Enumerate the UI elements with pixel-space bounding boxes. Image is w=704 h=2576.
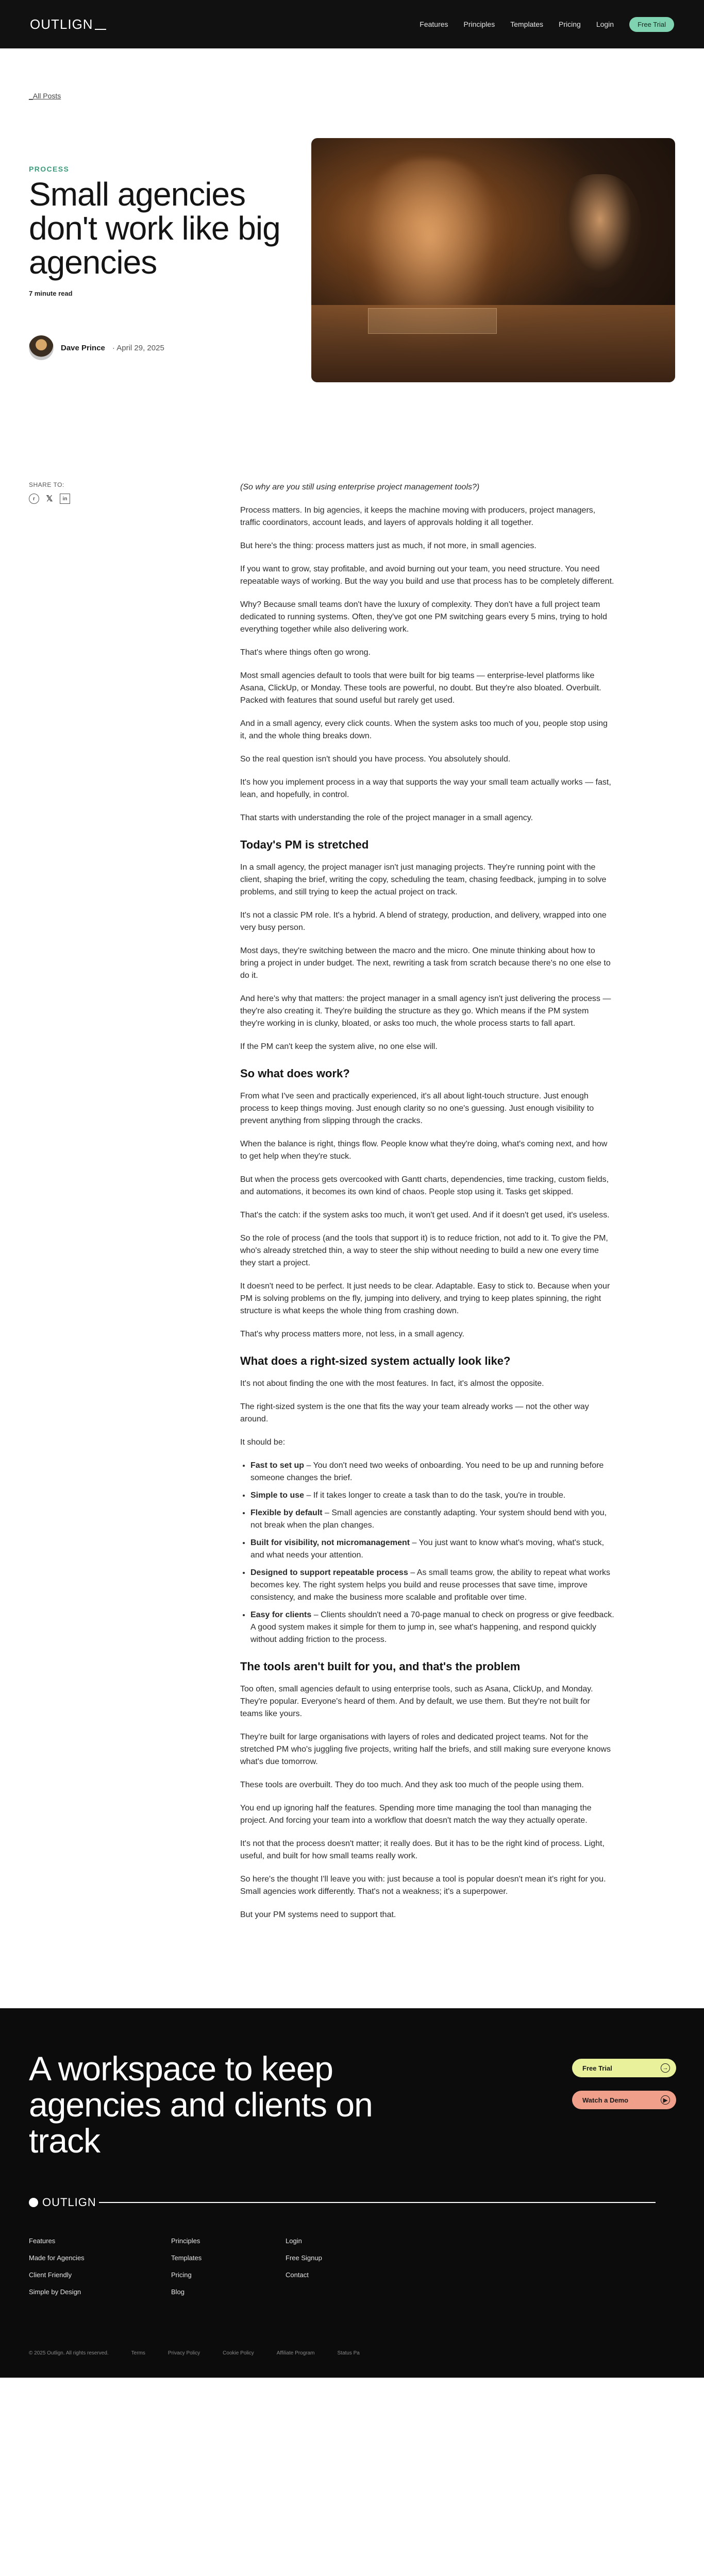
footer-link[interactable]: Free Signup [286, 2254, 322, 2262]
legal-link-terms[interactable]: Terms [131, 2350, 145, 2356]
paragraph: Most small agencies default to tools that were built for big teams — enterprise-level platforms like Asana, ClickUp, or Monday. These tools are powerful, no doubt. But they're also bloated. Overbuilt. Packed with features that sound useful but rarely get used. [240, 671, 601, 705]
paragraph: If you want to grow, stay profitable, and avoid burning out your team, you need structure. You need repeatable ways of working. But the way you build and use that process has to be completely different. [240, 565, 614, 586]
avatar [29, 335, 54, 360]
legal-link-status[interactable]: Status Pa [337, 2350, 360, 2356]
list-item: • Flexible by default – Small agencies are constantly adapting. Your system should bend with you, not break when the plan changes. [250, 1507, 614, 1532]
paragraph: And here's why that matters: the project manager in a small agency isn't just delivering the process — they're also creating it. They're building the structure as they go. Which means if the PM system they're working in is clunky, bloated, or asks too much, the whole process starts to fall apart. [240, 994, 611, 1028]
paragraph: That's where things often go wrong. [240, 648, 371, 657]
footer-cta-title: A workspace to keep agencies and clients on track [29, 2049, 373, 2160]
section-heading: What does a right-sized system actually look like? [240, 1354, 511, 1367]
nav-link-login[interactable]: Login [596, 20, 614, 28]
post-header [0, 138, 704, 382]
paragraph: It should be: [240, 1438, 286, 1447]
footer-link[interactable]: Templates [171, 2254, 202, 2262]
paragraph: But when the process gets overcooked with Gantt charts, dependencies, time tracking, custom fields, and automations, it becomes its own kind of chaos. People stop using it. Tasks get skipped. [240, 1175, 609, 1196]
paragraph: Most days, they're switching between the macro and the micro. One minute thinking about how to bring a project in under budget. The next, rewriting a task from scratch because there's no one else to do it. [240, 946, 611, 980]
list-item: • Fast to set up – You don't need two weeks of onboarding. You need to be up and running before someone changes the brief. [250, 1460, 614, 1484]
paragraph: But here's the thing: process matters just as much, if not more, in small agencies. [240, 541, 537, 550]
read-time: 7 minute read [29, 290, 73, 297]
paragraph: That's the catch: if the system asks too much, it won't get used. And if it doesn't get used, it's useless. [240, 1211, 610, 1219]
footer-logo[interactable]: OUTLIGN [29, 2196, 96, 2209]
paragraph: They're built for large organisations with layers of roles and dedicated project teams. Not for the stretched PM who's juggling five projects, writing half the briefs, and still making sure everyone knows what's due tomorrow. [240, 1733, 611, 1766]
paragraph: It's not that the process doesn't matter; it really does. But it has to be the right kind of process. Light, useful, and built for how small teams really work. [240, 1839, 605, 1860]
paragraph: That starts with understanding the role of the project manager in a small agency. [240, 814, 533, 822]
paragraph: So here's the thought I'll leave you with: just because a tool is popular doesn't mean it's right for you. Small agencies work differently. That's not a weakness; it's a superpower. [240, 1875, 606, 1896]
legal-link-cookies[interactable]: Cookie Policy [223, 2350, 254, 2356]
footer-col-product [29, 2237, 171, 2305]
footer-col-account [286, 2237, 428, 2305]
footer-link[interactable]: Client Friendly [29, 2271, 72, 2279]
footer-divider [99, 2202, 656, 2203]
paragraph: It doesn't need to be perfect. It just needs to be clear. Adaptable. Easy to stick to. Because when your PM is solving problems on the fly, jumping into delivery, and trying to keep plates spinning, the right structure is what keeps the whole thing from crashing down. [240, 1282, 610, 1315]
list-item: • Simple to use – If it takes longer to create a task than to do the task, you're in trouble. [250, 1489, 614, 1502]
nav-link-templates[interactable]: Templates [510, 20, 544, 28]
paragraph: You end up ignoring half the features. Spending more time managing the tool than managing the project. And forcing your team into a workflow that doesn't match the way they actually operate. [240, 1804, 592, 1825]
footer-link[interactable]: Features [29, 2237, 56, 2245]
footer-link[interactable]: Pricing [171, 2271, 192, 2279]
free-trial-button[interactable]: Free Trial [629, 17, 674, 32]
share-icons [29, 494, 240, 504]
article [0, 481, 704, 1932]
logo-dot-icon [29, 2198, 38, 2207]
logo[interactable]: OUTLIGN [30, 16, 106, 32]
paragraph: In a small agency, the project manager isn't just managing projects. They're running point with the client, shaping the brief, writing the copy, scheduling the team, chasing feedback, jumping in to solve problems, and still trying to keep the actual project on track. [240, 863, 607, 896]
paragraph: The right-sized system is the one that fits the way your team already works — not the other way around. [240, 1402, 589, 1423]
list-item: • Built for visibility, not micromanagement – You just want to know what's moving, what's stuck, and what needs your attention. [250, 1537, 614, 1562]
footer-free-trial-button[interactable]: Free Trial → [572, 2059, 676, 2077]
play-icon: ▶ [661, 2095, 670, 2105]
criteria-list [250, 1460, 614, 1646]
legal-link-affiliate[interactable]: Affiliate Program [276, 2350, 315, 2356]
post-category: PROCESS [29, 165, 70, 173]
footer-legal [29, 2350, 360, 2356]
footer-link[interactable]: Made for Agencies [29, 2254, 85, 2262]
top-nav [0, 0, 704, 48]
section-heading: The tools aren't built for you, and that's the problem [240, 1660, 521, 1673]
reddit-icon[interactable]: r [29, 494, 39, 504]
paragraph: It's not about finding the one with the most features. In fact, it's almost the opposite. [240, 1379, 544, 1388]
footer-links [29, 2237, 428, 2305]
paragraph: But your PM systems need to support that. [240, 1910, 396, 1919]
watch-demo-button[interactable]: Watch a Demo ▶ [572, 2091, 676, 2109]
footer-link[interactable]: Principles [171, 2237, 200, 2245]
footer-link[interactable]: Simple by Design [29, 2288, 81, 2296]
paragraph: It's not a classic PM role. It's a hybrid. A blend of strategy, production, and delivery, wrapped into one very busy person. [240, 911, 607, 932]
paragraph: Process matters. In big agencies, it keeps the machine moving with producers, project managers, traffic coordinators, account leads, and layers of approvals holding it all together. [240, 506, 596, 527]
post-date: · April 29, 2025 [112, 343, 164, 352]
share-panel [29, 481, 240, 1932]
footer-link[interactable]: Blog [171, 2288, 185, 2296]
paragraph: These tools are overbuilt. They do too much. And they ask too much of the people using them. [240, 1781, 584, 1789]
paragraph: Why? Because small teams don't have the luxury of complexity. They don't have a full project team dedicated to running systems. Often, they've got one PM switching gears every 5 mins, trying to hold everything together while also delivering work. [240, 600, 607, 634]
paragraph: So the role of process (and the tools that support it) is to reduce friction, not add to it. To give the PM, who's already stretched thin, a way to steer the ship without needing to build a new one every time they start a project. [240, 1234, 608, 1267]
footer-col-company [171, 2237, 286, 2305]
author-block [29, 335, 287, 360]
legal-link-privacy[interactable]: Privacy Policy [167, 2350, 200, 2356]
footer-link[interactable]: Contact [286, 2271, 309, 2279]
article-intro: (So why are you still using enterprise project management tools?) [240, 483, 480, 492]
article-body [240, 481, 614, 1932]
page-title: Small agencies don't work like big agencies [29, 176, 280, 281]
linkedin-icon[interactable]: in [60, 494, 70, 504]
hero-image [311, 138, 675, 382]
paragraph: So the real question isn't should you have process. You absolutely should. [240, 755, 511, 764]
arrow-right-icon: → [661, 2063, 670, 2073]
all-posts-link[interactable]: _All Posts [29, 92, 61, 100]
nav-link-pricing[interactable]: Pricing [559, 20, 581, 28]
paragraph: If the PM can't keep the system alive, no one else will. [240, 1042, 438, 1051]
paragraph: And in a small agency, every click counts. When the system asks too much of you, people stop using it, and the whole thing breaks down. [240, 719, 608, 740]
copyright: © 2025 Outlign. All rights reserved. [29, 2350, 109, 2356]
share-label: SHARE TO: [29, 481, 64, 488]
section-heading: Today's PM is stretched [240, 838, 369, 851]
paragraph: When the balance is right, things flow. People know what they're doing, what's coming next, and how to get help when they're stuck. [240, 1140, 608, 1161]
nav-links [420, 17, 674, 32]
footer-cta-buttons [572, 2059, 676, 2109]
paragraph: That's why process matters more, not less, in a small agency. [240, 1330, 464, 1338]
paragraph: It's how you implement process in a way that supports the way your small team actually works — fast, lean, and hopefully, in control. [240, 778, 611, 799]
paragraph: Too often, small agencies default to using enterprise tools, such as Asana, ClickUp, and Monday. They're popular. Everyone's heard of them. And by default, we use them. But they're not built for teams like yours. [240, 1685, 593, 1718]
nav-link-features[interactable]: Features [420, 20, 448, 28]
paragraph: From what I've seen and practically experienced, it's all about light-touch structure. Just enough process to keep things moving. Just enough clarity so no one's guessing. Just enough visibility to prevent anything from slipping through the cracks. [240, 1092, 594, 1125]
section-heading: So what does work? [240, 1067, 350, 1080]
author-name: Dave Prince [61, 343, 105, 352]
footer-link[interactable]: Login [286, 2237, 302, 2245]
list-item: • Easy for clients – Clients shouldn't need a 70-page manual to check on progress or give feedback. A good system makes it simple for them to jump in, see what's happening, and respond quickly without adding friction to the process. [250, 1609, 614, 1646]
list-item: • Designed to support repeatable process – As small teams grow, the ability to repeat what works becomes key. The right system helps you build and reuse processes that save time, improve consistency, and make the business more scalable and profitable over time. [250, 1567, 614, 1604]
footer [0, 2008, 704, 2378]
nav-link-principles[interactable]: Principles [463, 20, 495, 28]
post-meta [29, 138, 287, 382]
x-icon[interactable]: 𝕏 [46, 495, 53, 503]
